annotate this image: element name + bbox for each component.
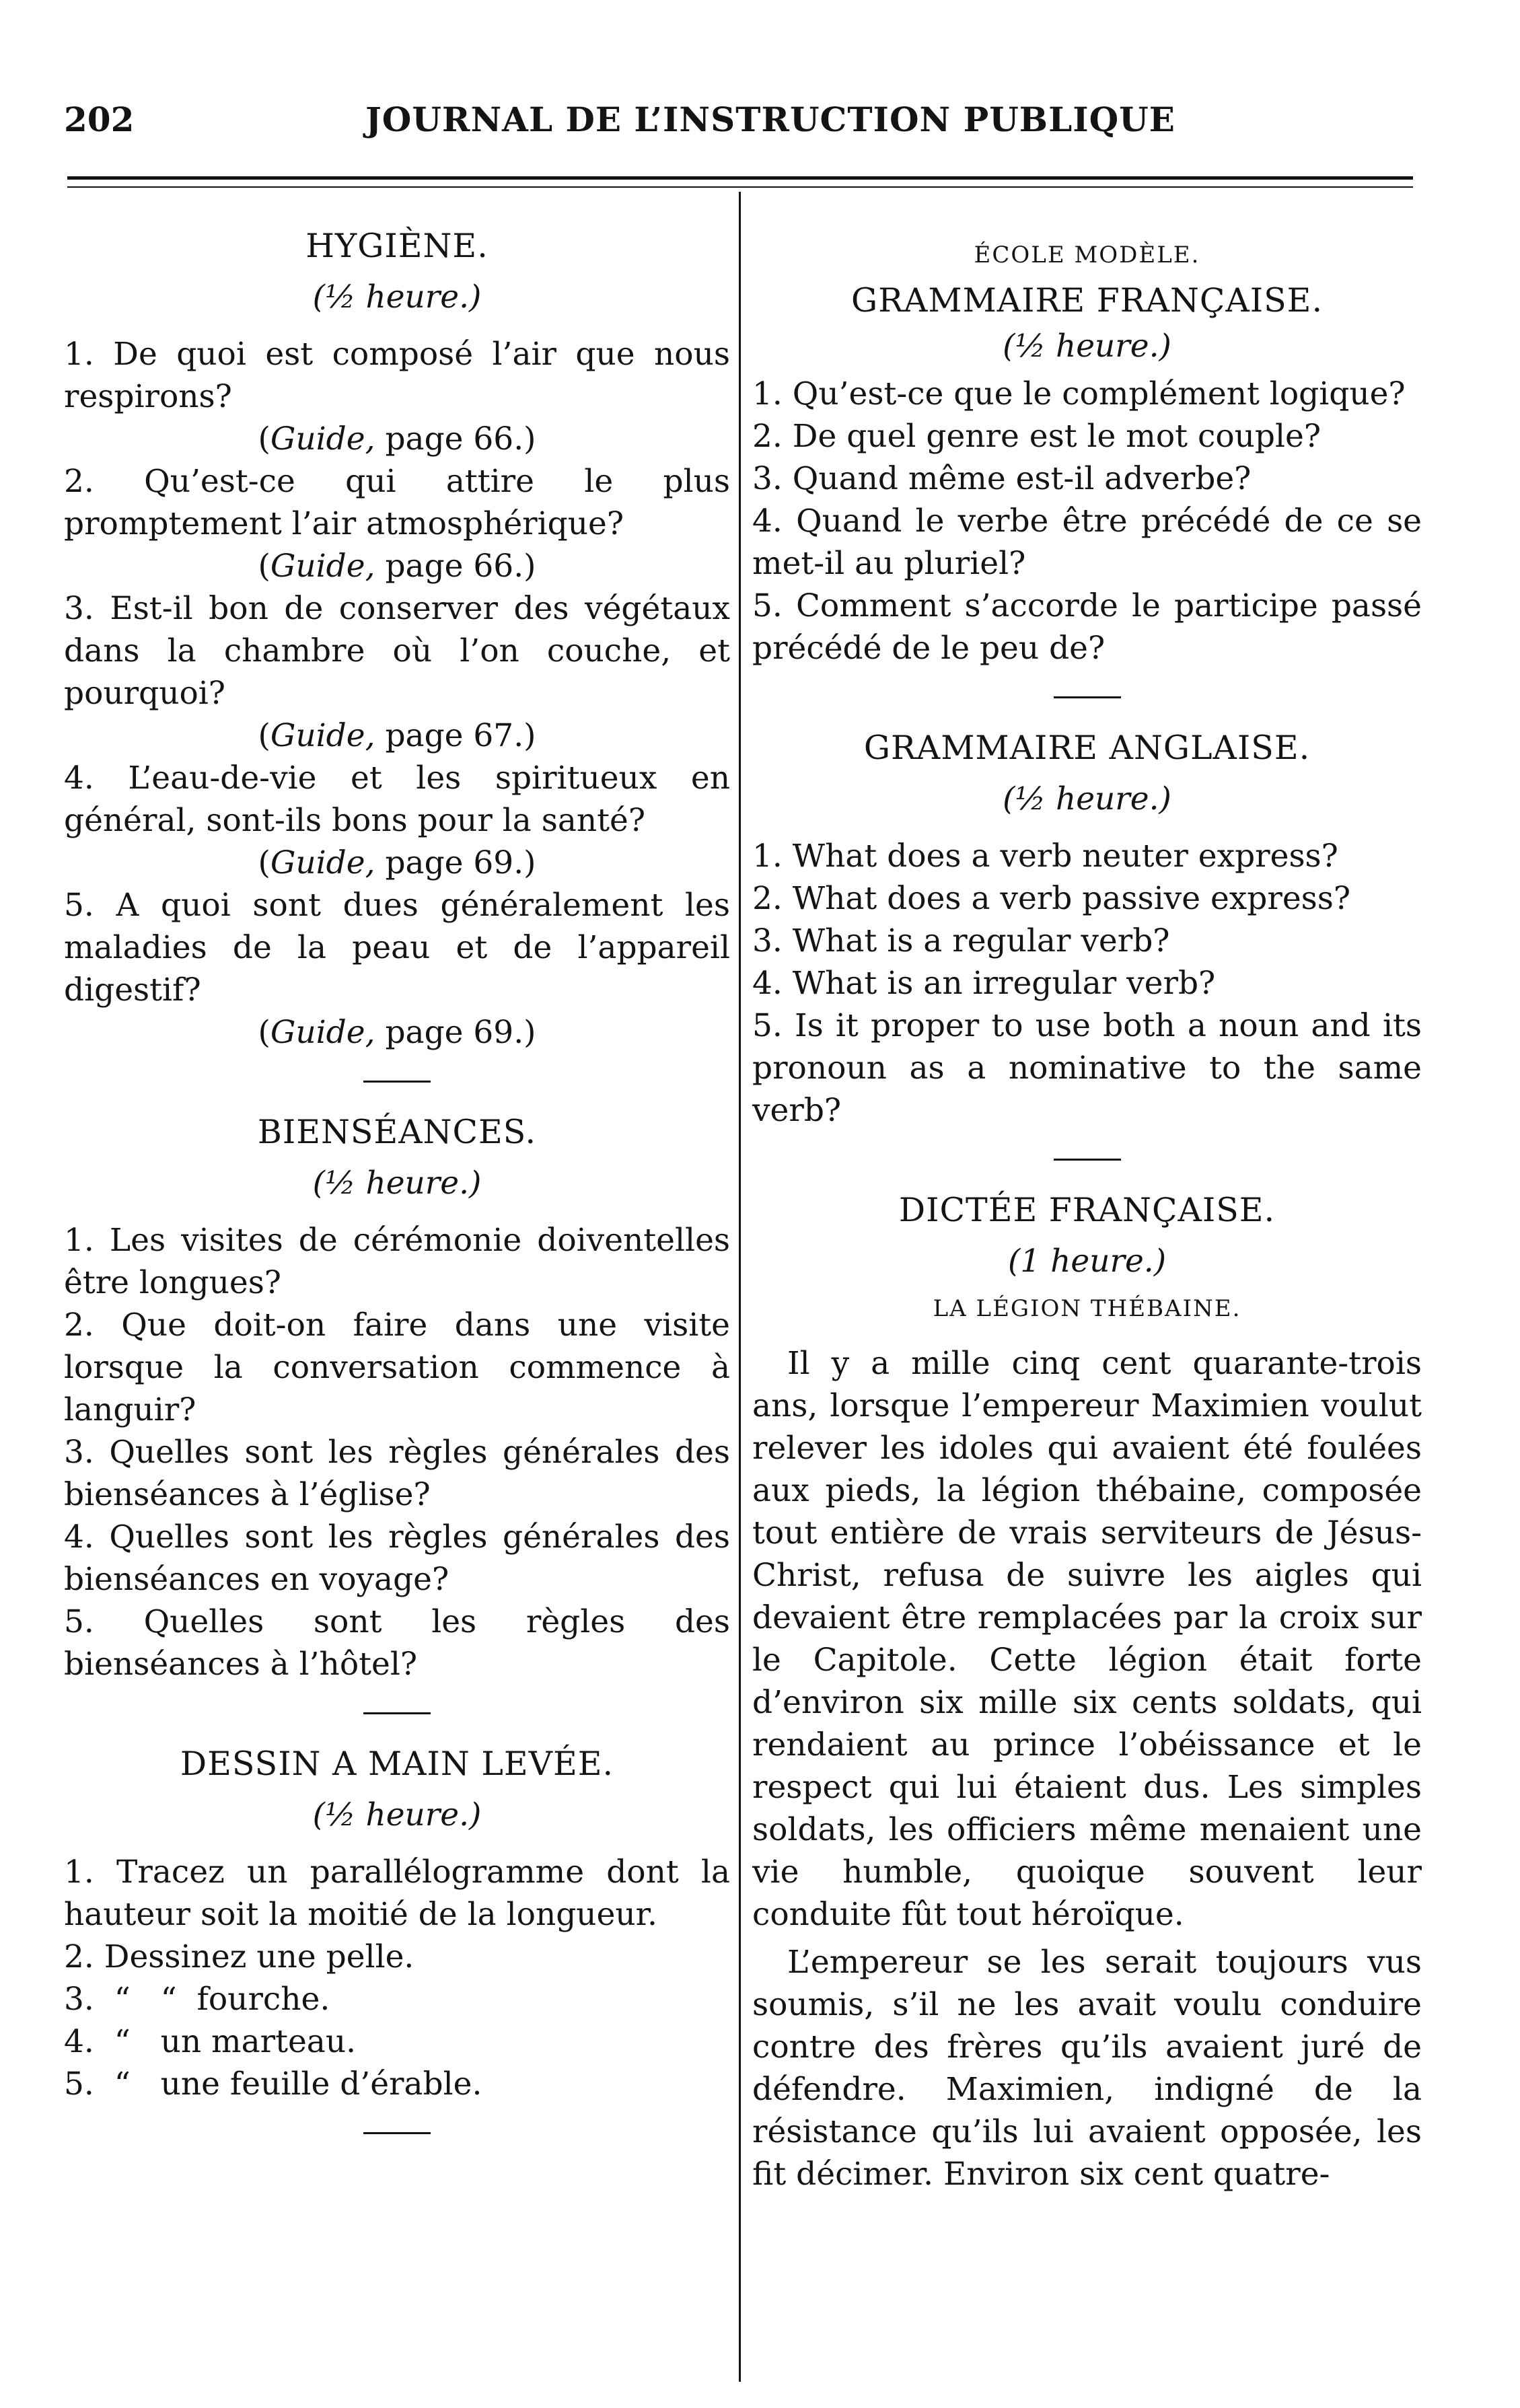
header-rule-thick [67, 176, 1413, 180]
guide-reference: (Guide, page 67.) [258, 717, 536, 754]
question-item: 1. Qu’est-ce que le complément logique? [752, 375, 1406, 412]
guide-page: page 66. [375, 548, 524, 585]
question-item: 4. Quelles sont les règles générales des bienséances en voyage? [64, 1519, 730, 1598]
left-column [64, 222, 730, 2160]
section-title-hygiene: HYGIÈNE. [305, 227, 488, 265]
question-item: 2. Que doit-on faire dans une visite lorsque la conversation commence à languir? [64, 1307, 730, 1428]
section-time: (½ heure.) [312, 1796, 482, 1833]
header-rule-thin [67, 186, 1413, 188]
question-item: 2. Dessinez une pelle. [64, 1938, 414, 1975]
question-item: 5. Quelles sont les règles des bienséances à l’hôtel? [64, 1603, 730, 1683]
question-item: 4. L’eau-de-vie et les spiritueux en général, sont-ils bons pour la santé? [64, 760, 730, 839]
section-time: (½ heure.) [1003, 780, 1171, 817]
question-item: 3. What is a regular verb? [752, 922, 1170, 959]
question-item: 1. Les visites de cérémonie doiventelles être longues? [64, 1222, 730, 1301]
question-item: 1. What does a verb neuter express? [752, 838, 1338, 875]
guide-page: page 69. [375, 844, 524, 881]
question-item: 3. Quelles sont les règles générales des bienséances à l’église? [64, 1434, 730, 1513]
question-item: 1. De quoi est composé l’air que nous respirons? [64, 336, 730, 415]
school-label: ÉCOLE MODÈLE. [974, 242, 1200, 268]
question-item: 4. “ un marteau. [64, 2023, 357, 2060]
question-item: 3. Est-il bon de conserver des végétaux dans la chambre où l’on couche, et pourquoi? [64, 590, 730, 712]
guide-reference: (Guide, page 69.) [258, 844, 536, 881]
section-title-dictee: DICTÉE FRANÇAISE. [898, 1191, 1276, 1229]
dictee-paragraph: L’empereur se les serait toujours vus soumis, s’il ne les avait voulu conduire contre des frères qu’ils avaient juré de défendre. Maximien, indigné de la résistance qu’ils lui avaient opposée, les fit décimer. Environ six cent quatre- [752, 1944, 1422, 2193]
question-item: 3. Quand même est-il adverbe? [752, 460, 1252, 497]
dictee-paragraph: Il y a mille cinq cent quarante-trois ans, lorsque l’empereur Maximien voulut relever les idoles qui avaient été foulées aux pieds, la légion thébaine, composée tout entière de vrais serviteurs de Jésus-Christ, refusa de suivre les aigles qui devaient être remplacées par la croix sur le Capitole. Cette légion était forte d’environ six mille six cents soldats, qui rendaient au prince l’obéissance et le respect qui lui étaient dus. Les simples soldats, les officiers même menaient une vie humble, quoique souvent leur conduite fût tout héroïque. [752, 1345, 1422, 1933]
question-item: 5. A quoi sont dues généralement les maladies de la peau et de l’appareil digestif? [64, 887, 730, 1009]
section-time: (1 heure.) [1007, 1243, 1167, 1280]
running-title: JOURNAL DE L’INSTRUCTION PUBLIQUE [365, 100, 1175, 139]
section-divider [363, 1712, 431, 1714]
section-time: (½ heure.) [312, 279, 482, 316]
guide-title: Guide, [270, 1014, 375, 1051]
page-number: 202 [64, 100, 135, 139]
guide-reference: (Guide, page 69.) [258, 1014, 536, 1051]
question-item: 5. Comment s’accorde le participe passé précédé de le peu de? [752, 587, 1422, 667]
question-item: 4. Quand le verbe être précédé de ce se met-il au pluriel? [752, 503, 1422, 582]
guide-page: page 69. [375, 1014, 524, 1051]
guide-page: page 66. [375, 421, 524, 458]
column-divider [739, 192, 741, 2382]
question-item: 5. “ une feuille d’érable. [64, 2066, 482, 2103]
question-item: 1. Tracez un parallélogramme dont la hauteur soit la moitié de la longueur. [64, 1854, 730, 1933]
section-divider [1054, 696, 1121, 698]
page-header [64, 100, 1437, 147]
guide-reference: (Guide, page 66.) [258, 421, 536, 458]
section-divider [363, 1081, 431, 1083]
section-divider [363, 2132, 431, 2134]
section-title-grammaire-francaise: GRAMMAIRE FRANÇAISE. [851, 281, 1324, 320]
question-item: 4. What is an irregular verb? [752, 965, 1216, 1002]
guide-title: Guide, [270, 717, 375, 754]
question-item: 2. Qu’est-ce qui attire le plus promptement l’air atmosphérique? [64, 463, 730, 542]
section-title-dessin: DESSIN A MAIN LEVÉE. [180, 1745, 614, 1783]
guide-title: Guide, [270, 844, 375, 881]
guide-page: page 67. [375, 717, 524, 754]
question-item: 2. What does a verb passive express? [752, 880, 1351, 917]
section-title-grammaire-anglaise: GRAMMAIRE ANGLAISE. [863, 729, 1311, 767]
guide-reference: (Guide, page 66.) [258, 548, 536, 585]
guide-title: Guide, [270, 421, 375, 458]
question-item: 5. Is it proper to use both a noun and its pronoun as a nominative to the same verb? [752, 1007, 1422, 1129]
dictee-subtitle: LA LÉGION THÉBAINE. [933, 1295, 1241, 1322]
section-title-bienseances: BIENSÉANCES. [257, 1113, 537, 1151]
question-item: 2. De quel genre est le mot couple? [752, 418, 1322, 455]
section-divider [1054, 1159, 1121, 1161]
right-column [752, 222, 1422, 2195]
section-time: (½ heure.) [1003, 328, 1171, 365]
question-item: 3. “ “ fourche. [64, 1981, 330, 2018]
guide-title: Guide, [270, 548, 375, 585]
section-time: (½ heure.) [312, 1165, 482, 1202]
